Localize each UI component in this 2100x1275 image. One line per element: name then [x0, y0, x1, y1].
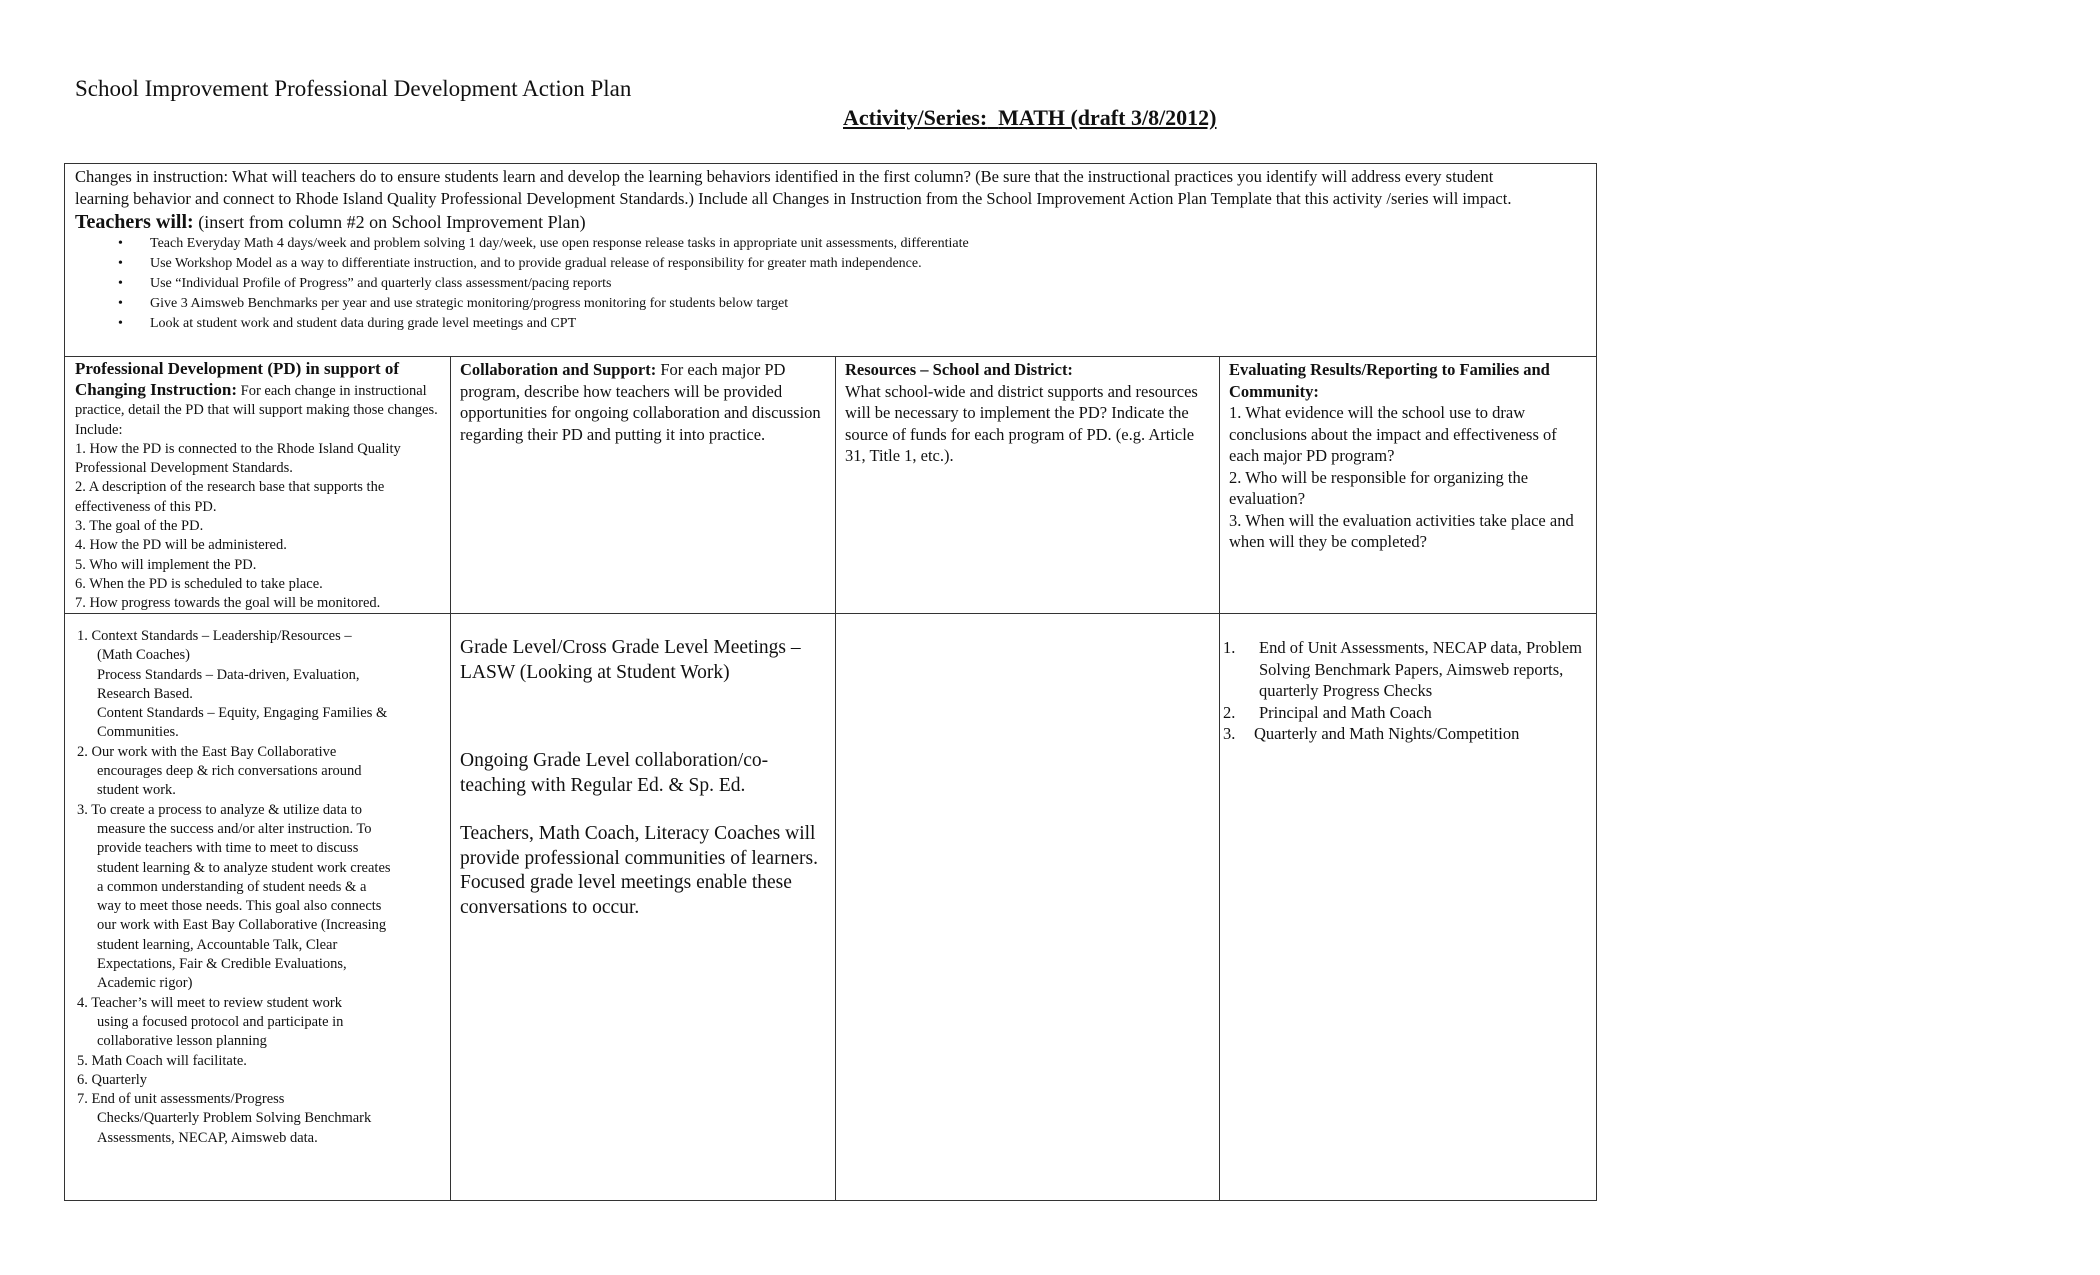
pd-header-cell: [65, 357, 450, 613]
pd-line: Assessments, NECAP, Aimsweb data.: [97, 1129, 318, 1146]
pd-line: encourages deep & rich conversations around: [97, 763, 362, 780]
pd-line: Content Standards – Equity, Engaging Families &: [97, 705, 388, 722]
list-item: 1. How the PD is connected to the Rhode Island Quality Professional Development Standards.: [75, 440, 401, 477]
activity-value: MATH (draft 3/8/2012): [998, 105, 1217, 130]
collab-body-cell: [450, 634, 835, 920]
pd-line: 6. Quarterly: [77, 1071, 148, 1088]
evaluating-question: 2. Who will be responsible for organizing the evaluation?: [1229, 467, 1529, 508]
pd-line: collaborative lesson planning: [97, 1033, 267, 1050]
pd-header-text: For each change in instructional practice, detail the PD that will support making those changes. Include:: [75, 383, 438, 438]
teachers-will-line: [75, 210, 1586, 234]
pd-line: Expectations, Fair & Credible Evaluations,: [97, 956, 347, 973]
list-item: • Give 3 Aimsweb Benchmarks per year and use strategic monitoring/progress monitoring for students below target: [75, 294, 1586, 314]
pd-body-cell: [65, 625, 450, 1148]
evaluating-header-cell: [1219, 357, 1598, 553]
pd-line: Academic rigor): [97, 975, 193, 992]
pd-line: provide teachers with time to meet to discuss: [97, 840, 359, 857]
evaluating-body-cell: [1219, 635, 1598, 745]
evaluating-results-list: [1223, 637, 1588, 745]
collab-paragraph: Ongoing Grade Level collaboration/co-teaching with Regular Ed. & Sp. Ed.: [460, 750, 769, 796]
activity-title: [843, 105, 1217, 131]
document-title: School Improvement Professional Development Action Plan: [75, 76, 632, 101]
pd-line: student learning, Accountable Talk, Clear: [97, 936, 338, 953]
resources-body-cell: [835, 625, 1219, 627]
collab-header-title: Collaboration and Support:: [460, 360, 657, 379]
list-item: 7. How progress towards the goal will be monitored.: [75, 595, 381, 612]
resources-header-title: Resources – School and District:: [845, 360, 1073, 379]
collab-header-text: For each major PD program, describe how teachers will be provided opportunities for ongoing collaboration and discussion regarding their PD and putting it into practice.: [460, 360, 821, 444]
list-item: 5. Who will implement the PD.: [75, 556, 257, 573]
column-divider: [835, 357, 836, 1200]
list-text: Principal and Math Coach: [1259, 702, 1432, 722]
collab-paragraph: Grade Level/Cross Grade Level Meetings – LASW (Looking at Student Work): [460, 637, 801, 683]
list-item: • Teach Everyday Math 4 days/week and problem solving 1 day/week, use open response release tasks in appropriate unit assessments, differentiate: [75, 234, 1586, 254]
evaluating-question: 1. What evidence will the school use to draw conclusions about the impact and effectiveness of each major PD program?: [1229, 403, 1557, 465]
instruction-changes-section: [65, 164, 1596, 357]
pd-line: student work.: [97, 782, 176, 799]
pd-line: 4. Teacher’s will meet to review student work: [77, 994, 343, 1011]
action-plan-table: [64, 163, 1597, 1201]
list-item: • Use Workshop Model as a way to differentiate instruction, and to provide gradual release of responsibility for greater math independence.: [75, 254, 1586, 274]
pd-line: 5. Math Coach will facilitate.: [77, 1052, 247, 1069]
list-number: 1.: [1223, 638, 1236, 657]
evaluating-question: 3. When will the evaluation activities take place and when will they be completed?: [1229, 510, 1574, 551]
pd-line: 7. End of unit assessments/Progress: [77, 1091, 285, 1108]
pd-line: Process Standards – Data-driven, Evaluation,: [97, 666, 360, 683]
pd-line: 3. To create a process to analyze & utilize data to: [77, 801, 362, 818]
resources-header-text: What school-wide and district supports and resources will be necessary to implement the PD? Indicate the source of funds for each program of PD. (e.g. Article 31, Title 1, etc.).: [845, 381, 1198, 465]
pd-line: using a focused protocol and participate in: [97, 1013, 344, 1030]
pd-line: Checks/Quarterly Problem Solving Benchmark: [97, 1110, 372, 1127]
resources-header-cell: [835, 357, 1219, 467]
list-text: Quarterly and Math Nights/Competition: [1254, 724, 1520, 743]
list-item: 2. A description of the research base that supports the effectiveness of this PD.: [75, 479, 385, 515]
list-number: 2.: [1223, 702, 1236, 722]
pd-header-list: [75, 440, 440, 614]
collab-header-cell: [450, 357, 835, 445]
list-number: 3.: [1223, 724, 1236, 743]
list-item: [1223, 702, 1588, 724]
activity-label: Activity/Series:: [843, 105, 988, 130]
list-item: 6. When the PD is scheduled to take place.: [75, 575, 323, 592]
pd-line: our work with East Bay Collaborative (Increasing: [97, 917, 387, 934]
pd-line: a common understanding of student needs & a: [97, 878, 367, 895]
teachers-will-label: Teachers will:: [75, 211, 194, 233]
pd-line: (Math Coaches): [97, 647, 191, 664]
list-text: End of Unit Assessments, NECAP data, Problem Solving Benchmark Papers, Aimsweb reports, quarterly Progress Checks: [1259, 638, 1582, 700]
list-item: [1223, 637, 1588, 702]
list-item: • Use “Individual Profile of Progress” and quarterly class assessment/pacing reports: [75, 274, 1586, 294]
list-item: • Look at student work and student data during grade level meetings and CPT: [75, 314, 1586, 334]
pd-header-title: Professional Development (PD) in support of Changing Instruction:: [75, 359, 400, 400]
pd-line: 1. Context Standards – Leadership/Resources –: [77, 628, 352, 644]
pd-line: student learning & to analyze student work creates: [97, 859, 391, 876]
pd-line: Research Based.: [97, 685, 193, 702]
teachers-will-note: (insert from column #2 on School Improvement Plan): [198, 212, 586, 232]
list-item: [1223, 723, 1588, 745]
list-item: 4. How the PD will be administered.: [75, 537, 287, 554]
pd-line: Communities.: [97, 724, 179, 741]
pd-line: way to meet those needs. This goal also connects: [97, 898, 382, 915]
teachers-will-list: [75, 234, 1586, 334]
list-item: 3. The goal of the PD.: [75, 518, 204, 534]
pd-line: 2. Our work with the East Bay Collaborative: [77, 743, 337, 760]
pd-line: measure the success and/or alter instruction. To: [97, 820, 372, 837]
instruction-changes-text: Changes in instruction: What will teachers do to ensure students learn and develop the learning behaviors identified in the first column? (Be sure that the instructional practices you identify will address every student learning behavior and connect to Rhode Island Quality Professional Development Standards.) Include all Changes in Instruction from the School Improvement Action Plan Template that this activity /series will impact.: [75, 167, 1512, 208]
evaluating-header-title: Evaluating Results/Reporting to Families and Community:: [1229, 360, 1550, 401]
collab-paragraph: Teachers, Math Coach, Literacy Coaches will provide professional communities of learners. Focused grade level meetings enable these conversations to occur.: [460, 823, 818, 918]
